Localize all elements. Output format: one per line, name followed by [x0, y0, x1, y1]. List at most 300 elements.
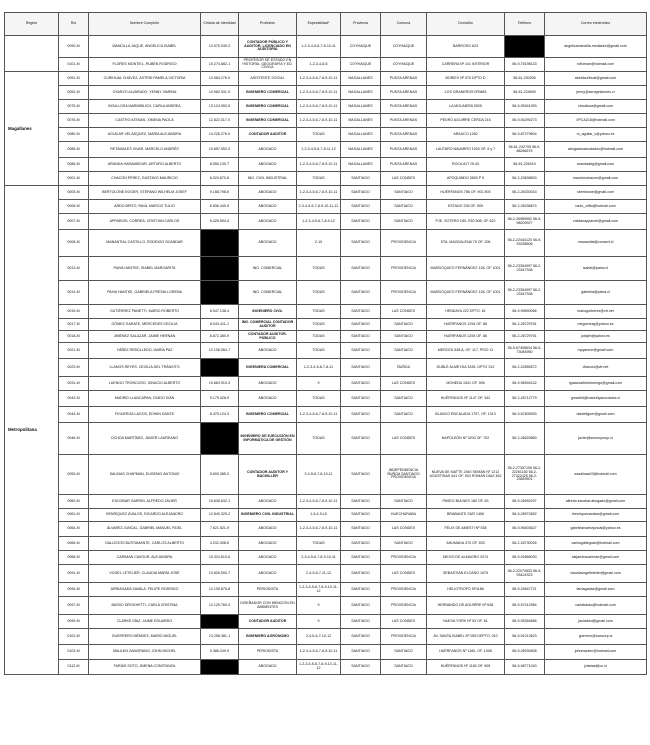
table-row — [5, 72, 647, 86]
cell-profesion: PERIODISTA — [239, 645, 297, 660]
cell-correo: gabrielalvarezjuncal@yahoo.es — [545, 522, 647, 537]
header-region: Región — [5, 13, 59, 36]
cell-rol: 0064-M — [59, 522, 89, 537]
cell-rol: 0052-M — [59, 86, 89, 100]
cell-correo: ignacioalbertoluengo@gmail.com — [545, 377, 647, 391]
cell-cedula: 5.609.385-0 — [201, 455, 239, 495]
cell-nombre: ESCOBAR GARRIN, ALFREDO JAVIER — [89, 495, 201, 509]
cell-domicilio: BLANCO ENCALADA 1797, OF. 1013 — [427, 407, 505, 423]
cell-profesion: INGENIERO COMERCIAL — [239, 100, 297, 114]
cell-domicilio: STA. MAGDALENA 75 OF. 206 — [427, 230, 505, 257]
cell-profesion: INGENIERO COMERCIAL — [239, 407, 297, 423]
cell-comuna: PROVIDENCIA — [381, 583, 427, 597]
cell-nombre: RETAMALES VIVAR, MARCELO ANDRÉS — [89, 142, 201, 158]
cell-correo: dantefiguer@gmail.com — [545, 407, 647, 423]
cell-profesion: ABOGADO — [239, 377, 297, 391]
cell-comuna: LAS CONDES — [381, 377, 427, 391]
cell-cedula: 12.125.760-4 — [201, 597, 239, 615]
cell-rol: 0085-M — [59, 142, 89, 158]
header-rol: Rol — [59, 13, 89, 36]
cell-telefono: 56-9-67605953 — [505, 407, 545, 423]
cell-especialidad: TODAS — [297, 537, 341, 551]
cell-profesion: CONTADOR AUDITOR-PÚBLICO — [239, 331, 297, 343]
cell-telefono: 56-2-23638600 — [505, 172, 545, 186]
cell-nombre: CURIHUAL CHÁVEZ, ASTRID PAMELA VICTORIA — [89, 72, 201, 86]
cell-comuna: PROVIDENCIA — [381, 629, 427, 645]
cell-correo: jcfarias@uc.cl — [545, 660, 647, 675]
cell-nombre: HENRÍQUEZ ÁVALOS, RICARDO ALEJANDRO — [89, 509, 201, 522]
cell-correo: gabriela@paiva.cl — [545, 281, 647, 305]
cell-telefono: 56-61-226319 — [505, 158, 545, 172]
cell-domicilio: AHUMADA 370 OF. 533 — [427, 537, 505, 551]
cell-nombre: MANANTIAL CASTILLO, RODRIGO SCANDAR — [89, 230, 201, 257]
cell-telefono: 56-2-26336674 — [505, 200, 545, 214]
cell-telefono: 56-2-23354997 56-2-23347338 — [505, 281, 545, 305]
cell-nombre: GUTIÉRREZ PANETTI, MARIO ROBERTO — [89, 305, 201, 319]
cell-provincia: MAGALLANES — [341, 158, 381, 172]
cell-correo: raulo_cliffo@hotmail.com — [545, 200, 647, 214]
cell-rol: 0102-M — [59, 629, 89, 645]
cell-telefono — [505, 36, 545, 58]
cell-especialidad: 1-2-3-4-5-6-7-8-11 — [297, 359, 341, 377]
cell-provincia: SANTIAGO — [341, 565, 381, 583]
cell-telefono: 56-61-224699 — [505, 86, 545, 100]
cell-comuna: PROVIDENCIA — [381, 597, 427, 615]
cell-comuna: HUECHURABA — [381, 509, 427, 522]
cell-comuna: PROVIDENCIA — [381, 230, 427, 257]
cell-provincia: SANTIAGO — [341, 319, 381, 331]
cell-telefono: 56-9-28974552 — [505, 509, 545, 522]
cell-correo: gmadrid@madridyasociados.cl — [545, 391, 647, 407]
cell-cedula: 9.179.028-9 — [201, 391, 239, 407]
cell-correo: cllanosr@vtr.net — [545, 359, 647, 377]
table-row — [5, 58, 647, 72]
cell-comuna: SANTIAGO — [381, 319, 427, 331]
cell-comuna: LAS CONDES — [381, 522, 427, 537]
cell-especialidad: 1-2-3-4-5-6-7-8-9-10-11 — [297, 522, 341, 537]
cell-correo: jaclarked@gmail.com — [545, 615, 647, 629]
cell-provincia: SANTIAGO — [341, 186, 381, 200]
cell-nombre: GUERRERO MÉNDEZ, MARIO MIGUEL — [89, 629, 201, 645]
cell-rol: 0060-M — [59, 495, 89, 509]
table-row — [5, 343, 647, 359]
cell-correo: easalinas03@hotmail.com — [545, 455, 647, 495]
header-nombre: Nombre Completo — [89, 13, 201, 36]
cell-domicilio: PJE. SOTERO DEL RÍO 508, OF 622 — [427, 214, 505, 230]
cell-telefono: 56-9-96594142 — [505, 377, 545, 391]
cell-comuna: SANTIAGO — [381, 407, 427, 423]
cell-nombre: PAIVA HANTKE, GABRIELA FRESIA LORENA — [89, 281, 201, 305]
cell-rol: 0101-M — [59, 58, 89, 72]
cell-domicilio: NUEVA YORK Nº 53 OF. 61 — [427, 615, 505, 629]
cell-domicilio: HUÉRFANOS 1294 OF. 86 — [427, 319, 505, 331]
cell-rol: 0065-M — [59, 537, 89, 551]
cell-especialidad: 1-2-3-4-5-6-7-8-9-10-11 — [297, 186, 341, 200]
cell-comuna: ÑUÑOA — [381, 359, 427, 377]
cell-provincia: MAGALLANES — [341, 100, 381, 114]
cell-rol: 0008-M — [59, 230, 89, 257]
cell-especialidad: 9 — [297, 597, 341, 615]
cell-domicilio: HENDAYA 222 DPTO. 61 — [427, 305, 505, 319]
mediators-registry-table — [4, 12, 647, 675]
cell-domicilio: LA MOLINERA 0525 — [427, 100, 505, 114]
cell-comuna: PUNTA ARENAS — [381, 158, 427, 172]
cell-telefono: 56-9-92866030 — [505, 551, 545, 565]
cell-correo: javier@seonoyroup.cl — [545, 423, 647, 455]
cell-especialidad: TODAS — [297, 257, 341, 281]
cell-correo: rhenriquezavalos@gmail.com — [545, 509, 647, 522]
table-row — [5, 407, 647, 423]
cell-nombre: ARRIAGADA ZAVALA, FELIPE RODRIGO — [89, 583, 201, 597]
cell-profesion: ABOGADO — [239, 214, 297, 230]
cell-domicilio: LAUTARO NAVARRO 1003 OF. 6 y 7 — [427, 142, 505, 158]
cell-provincia: MAGALLANES — [341, 142, 381, 158]
region-cell: Magallanes — [5, 72, 59, 186]
cell-provincia: MAGALLANES — [341, 128, 381, 142]
cell-provincia: SANTIAGO — [341, 230, 381, 257]
cell-correo: alejandracariman@gmail.com — [545, 551, 647, 565]
cell-comuna: COYHAIQUE — [381, 36, 427, 58]
cell-cedula: 4.232.408-K — [201, 537, 239, 551]
cell-provincia: SANTIAGO — [341, 629, 381, 645]
cell-provincia: SANTIAGO — [341, 615, 381, 629]
cell-nombre: FIGUEROA LAGOS, EDWIN DANTE — [89, 407, 201, 423]
table-row — [5, 186, 647, 200]
cell-cedula: 6.872.380-9 — [201, 331, 239, 343]
cell-profesion: ABOGADO — [239, 495, 297, 509]
cell-especialidad: 1-2-3-4-5-6-7-8-9-12 — [297, 214, 341, 230]
cell-correo: farriagadaz@gmail.com — [545, 583, 647, 597]
cell-domicilio: ROCA 817 Of.43 — [427, 158, 505, 172]
cell-nombre: BOULLOSA MARIMBLICH, CARLA ANDREA — [89, 100, 201, 114]
cell-correo: rmanantial@consert.cl — [545, 230, 647, 257]
cell-provincia: SANTIAGO — [341, 257, 381, 281]
header-row — [5, 13, 647, 36]
table-row — [5, 86, 647, 100]
cell-especialidad: 2-4-5-6-7-8-10-11 — [297, 455, 341, 495]
cell-domicilio: NAPOLEÓN Nº 3200 OF. 702 — [427, 423, 505, 455]
table-row — [5, 522, 647, 537]
cell-comuna: SANTIAGO — [381, 391, 427, 407]
cell-provincia: SANTIAGO — [341, 645, 381, 660]
cell-domicilio: HUÉRFANOS Nº 1147 OF. 342 — [427, 391, 505, 407]
cell-provincia: SANTIAGO — [341, 200, 381, 214]
cell-profesion: INGENIERO DE EJECUCIÓN EN INFORMÁTICA DE GESTIÓN — [239, 423, 297, 455]
cell-telefono: 56-61-230206 — [505, 72, 545, 86]
cell-nombre: FLORES MONTIEL, RUBÉN RODRIGO — [89, 58, 201, 72]
cell-correo: mauriciochacon@gmail.com — [545, 172, 647, 186]
cell-nombre: LUENGO TRONCOSO, IGNACIO ALBERTO — [89, 377, 201, 391]
cell-cedula: 12.105.875-8 — [201, 583, 239, 597]
cell-especialidad: TODAS — [297, 391, 341, 407]
table-row — [5, 142, 647, 158]
cell-domicilio: BRABANTE SUR 1456 — [427, 509, 505, 522]
cell-correo: carlosgallegosb@hotmail.com — [545, 537, 647, 551]
table-row — [5, 565, 647, 583]
cell-profesion: ING. COMERCIAL CONTADOR AUDITOR — [239, 319, 297, 331]
cell-rol: 0007-M — [59, 214, 89, 230]
cell-provincia: SANTIAGO — [341, 660, 381, 675]
cell-provincia: SANTIAGO — [341, 407, 381, 423]
cell-profesion: ABOGADO — [239, 391, 297, 407]
cell-especialidad: TODAS — [297, 423, 341, 455]
cell-provincia: SANTIAGO — [341, 522, 381, 537]
cell-rol: 0023-M — [59, 359, 89, 377]
cell-domicilio: NUEVA DE MATTE 2440 SEMÁN Nº 1212 AGUSTINAS 641 OF. 503 ROMÁN DÍAZ 462 — [427, 455, 505, 495]
cell-especialidad: 1-2-3-4-5-6-7-8-9-10-11-12 — [297, 583, 341, 597]
cell-correo: isabel@paiva.cl — [545, 257, 647, 281]
cell-rol: 0043-M — [59, 391, 89, 407]
cell-provincia: SANTIAGO — [341, 597, 381, 615]
cell-cedula: 8.547.138-4 — [201, 305, 239, 319]
cell-especialidad: TODAS — [297, 343, 341, 359]
cell-especialidad: 1-2-3-4-5-6-7-8-9-10-11 — [297, 158, 341, 172]
cell-provincia: SANTIAGO — [341, 495, 381, 509]
cell-especialidad: 1-2-3-4-5-6-7-8-9-10-11 — [297, 86, 341, 100]
cell-domicilio: HUÉRFANOS Nº 1160 OF. 505 — [427, 660, 505, 675]
cell-rol: 0053-M — [59, 455, 89, 495]
cell-telefono: 56-9-51013623 — [505, 629, 545, 645]
table-row — [5, 281, 647, 305]
cell-cedula: 15.838.632-1 — [201, 495, 239, 509]
cell-nombre: OCHOA MARTÍNEZ, JAVIER LAUREANO — [89, 423, 201, 455]
table-row — [5, 537, 647, 551]
cell-cedula — [201, 281, 239, 305]
cell-profesion: INGENIERO COMERCIAL — [239, 86, 297, 100]
table-row — [5, 377, 647, 391]
cell-cedula: 10.274.682-1 — [201, 58, 239, 72]
cell-rol: 0015-M — [59, 305, 89, 319]
cell-nombre: GALLEGOS BUSTAMANTE, CARLOS ALBERTO — [89, 537, 201, 551]
cell-nombre: OYARZO ALVARADO, YENNY XIMENA — [89, 86, 201, 100]
cell-profesion: CONTADOR AUDITOR — [239, 128, 297, 142]
cell-provincia: SANTIAGO — [341, 377, 381, 391]
cell-rol: 0031-M — [59, 377, 89, 391]
cell-especialidad: 1-2-3-4-5-6-7-8-11-12 — [297, 142, 341, 158]
table-row — [5, 100, 647, 114]
cell-telefono: 56-61-242705 56-9-88266575 — [505, 142, 545, 158]
cell-correo: megomezg@yahoo.es — [545, 319, 647, 331]
cell-profesion: ABOGADO — [239, 660, 297, 675]
table-row — [5, 509, 647, 522]
cell-especialidad: 1-2-3-4-5-6 — [297, 58, 341, 72]
cell-telefono: 56-9-97412984 — [505, 597, 545, 615]
region-cell — [5, 36, 59, 72]
cell-comuna: SANTIAGO — [381, 331, 427, 343]
cell-provincia: SANTIAGO — [341, 423, 381, 455]
cell-cedula: 7.621.521-9 — [201, 522, 239, 537]
cell-domicilio: ARAUCO 1262 — [427, 128, 505, 142]
cell-domicilio: HUÉRFANOS 786 OF. 902-903 — [427, 186, 505, 200]
cell-correo: alfredo.escobar.abogado@gmail.com — [545, 495, 647, 509]
cell-nombre: JIMÉNEZ SALAZAR, JAIME HERNÁN — [89, 331, 201, 343]
cell-nombre: CLARKE DÍAZ, JAIME EDUARDO — [89, 615, 201, 629]
cell-telefono: 56-9-95341993 — [505, 100, 545, 114]
cell-provincia: SANTIAGO — [341, 455, 381, 495]
cell-rol: 0112-M — [59, 660, 89, 675]
cell-comuna: PROVIDENCIA — [381, 551, 427, 565]
cell-comuna: SANTIAGO — [381, 343, 427, 359]
cell-nombre: ÁLVAREZ JUNCAL, GABRIEL MANUEL FIDEL — [89, 522, 201, 537]
cell-telefono: 56-9-94290273 — [505, 114, 545, 128]
cell-domicilio: HUÉRFANOS Nº 1160, OF. 1008 — [427, 645, 505, 660]
cell-cedula: 10.657.952-0 — [201, 142, 239, 158]
cell-rol: 0006-M — [59, 200, 89, 214]
cell-rol: 0091-M — [59, 565, 89, 583]
cell-domicilio: AV. SANTA ISABEL Nº 055 DEPTO. 910 — [427, 629, 505, 645]
cell-provincia: SANTIAGO — [341, 172, 381, 186]
cell-especialidad: 2-10 — [297, 230, 341, 257]
cell-nombre: MAULEN ZAMORANO, JOHN MICHEL — [89, 645, 201, 660]
table-row — [5, 455, 647, 495]
cell-cedula — [201, 359, 239, 377]
cell-cedula: 10.982.531-9 — [201, 86, 239, 100]
cell-provincia: SANTIAGO — [341, 281, 381, 305]
cell-profesion: ABOGADO — [239, 343, 297, 359]
cell-cedula: 12.822.317-0 — [201, 114, 239, 128]
cell-cedula: 6.836.440-5 — [201, 200, 239, 214]
cell-comuna: SANTIAGO — [381, 200, 427, 214]
cell-comuna: SANTIAGO — [381, 645, 427, 660]
cell-profesion: INGENIERO CIVIL — [239, 305, 297, 319]
cell-domicilio: PASEO BULNES 180 OF. 83 — [427, 495, 505, 509]
table-row — [5, 230, 647, 257]
cell-especialidad: 9 — [297, 615, 341, 629]
header-especialidad: Especialidad* — [297, 13, 341, 36]
cell-profesion: INGENIERO AGRÓNOMO — [239, 629, 297, 645]
cell-domicilio: MARDOQUEO FERNÁNDEZ 128, OF 1001 — [427, 281, 505, 305]
table-row — [5, 615, 647, 629]
cell-telefono: 56-9-99890066 — [505, 305, 545, 319]
cell-profesion: ING. COMERCIAL — [239, 257, 297, 281]
cell-telefono: 56-2-26330043 — [505, 186, 545, 200]
cell-cedula: 9.386.249-9 — [201, 645, 239, 660]
cell-telefono: 56-2-22444120 56-9-93258506 — [505, 230, 545, 257]
cell-especialidad: 1-2-3-4-5-6-7-8-9-10-11-12 — [297, 660, 341, 675]
cell-provincia: COYHAIQUE — [341, 36, 381, 58]
cell-especialidad: 9 — [297, 377, 341, 391]
cell-cedula: 8.555.130-7 — [201, 158, 239, 172]
cell-comuna: PUNTA ARENAS — [381, 128, 427, 142]
cell-rol: 0061-M — [59, 509, 89, 522]
cell-rol: 0014-M — [59, 281, 89, 305]
table-body — [5, 36, 647, 675]
table-row — [5, 629, 647, 645]
cell-telefono: 56-9-95354666 — [505, 615, 545, 629]
cell-nombre: MANCILLA JAQUE, ANGÉLICA ISABEL — [89, 36, 201, 58]
cell-telefono: 56-9-96403627 — [505, 522, 545, 537]
cell-provincia: COYHAIQUE — [341, 58, 381, 72]
cell-telefono: 56-2-26729761 — [505, 319, 545, 331]
cell-especialidad: 2-4-5-6-7-11-12 — [297, 565, 341, 583]
cell-correo: mariogutierrez@vtr.net — [545, 305, 647, 319]
cell-cedula — [201, 230, 239, 257]
cell-especialidad: TODAS — [297, 319, 341, 331]
cell-domicilio: CARRERA Nº 141 INTERIOR — [427, 58, 505, 72]
region-cell: Metropolitana — [5, 186, 59, 675]
cell-comuna: PUNTA ARENAS — [381, 142, 427, 158]
cell-especialidad: TODAS — [297, 305, 341, 319]
cell-correo: jenny@servgestiones.cl — [545, 86, 647, 100]
cell-nombre: BERTOLONE EGGER, STEFANO WILHELM JOSEF — [89, 186, 201, 200]
cell-nombre: GÓMEZ GARATE, MERCEDES CECILIA — [89, 319, 201, 331]
cell-cedula: 13.826.590-7 — [201, 565, 239, 583]
cell-especialidad: 1-2-3-4-5-6-7-8-9-10-11 — [297, 495, 341, 509]
table-row — [5, 331, 647, 343]
cell-telefono: 56-2-27357106 56-2-22261160 56-2-27322425 56-2-23849501 — [505, 455, 545, 495]
cell-comuna: LAS CONDES — [381, 615, 427, 629]
cell-profesion: INGENIERO CIVIL INDUSTRIAL — [239, 509, 297, 522]
cell-telefono: 56-2-26520680 — [505, 423, 545, 455]
cell-comuna: SANTIAGO — [381, 214, 427, 230]
cell-rol: 0005-M — [59, 186, 89, 200]
cell-cedula: 15.324.610-6 — [201, 551, 239, 565]
table-row — [5, 158, 647, 172]
cell-domicilio: MONEDA 1541 OF. 906 — [427, 377, 505, 391]
cell-profesion: ABOGADO — [239, 551, 297, 565]
cell-cedula: 6.024.870-6 — [201, 172, 239, 186]
cell-correo: johnmaulen@hotmail.com — [545, 645, 647, 660]
cell-profesion: PERIODISTA — [239, 583, 297, 597]
cell-nombre: CASTRO ATENAS, XIMENA PAOLA — [89, 114, 201, 128]
cell-profesion: ABOGADO — [239, 158, 297, 172]
cell-especialidad: 1-2-3-4-5-6-7-8-9-10-11 — [297, 407, 341, 423]
cell-cedula — [201, 660, 239, 675]
cell-comuna: INDEPENDENCIA ÑUÑOA SANTIAGO PROVIDENCIA — [381, 455, 427, 495]
cell-comuna: SANTIAGO — [381, 495, 427, 509]
cell-correo: astridcurihual@gmail.com — [545, 72, 647, 86]
cell-provincia: SANTIAGO — [341, 331, 381, 343]
cell-rol: 0097-M — [59, 597, 89, 615]
cell-domicilio: MERCED 838 A, OF. 117, PISO 11 — [427, 343, 505, 359]
header-domicilio: Domicilio — [427, 13, 505, 36]
cell-rol: 0018-M — [59, 331, 89, 343]
cell-domicilio: APOQUINDO 3600 P 5 — [427, 172, 505, 186]
cell-nombre: SALINAS CHAPMAN, EUGENIO ANTONIO — [89, 455, 201, 495]
cell-cedula: 8.475.124-3 — [201, 407, 239, 423]
cell-domicilio: DUBLÉ ALMEYDA 3335, DPTO 312 — [427, 359, 505, 377]
cell-comuna: PROVIDENCIA — [381, 257, 427, 281]
cell-correo: angelicamancilla.mediador@gmail.com — [545, 36, 647, 58]
cell-cedula — [201, 615, 239, 629]
cell-correo: arandaabg@gmail.com — [545, 158, 647, 172]
cell-comuna: PUNTA ARENAS — [381, 86, 427, 100]
cell-nombre: ARANDA HARAMBOUR, ARTURO ALBERTO — [89, 158, 201, 172]
cell-telefono: 56-9-26992297 — [505, 495, 545, 509]
cell-rol: 0044-M — [59, 407, 89, 423]
cell-domicilio: HELIOTROPO Nº4186 — [427, 583, 505, 597]
cell-provincia: SANTIAGO — [341, 214, 381, 230]
cell-cedula: 9.158.798-K — [201, 186, 239, 200]
cell-telefono: 56-2-22070833 56-9-93424323 — [505, 565, 545, 583]
cell-telefono: 56-2-26712779 — [505, 391, 545, 407]
cell-telefono: 56-9-75198133 — [505, 58, 545, 72]
cell-nombre: CHACÓN PÉREZ, GUSTAVO MAURICIO — [89, 172, 201, 186]
cell-profesion: PROFESOR DE ESTADO EN HISTORIA, GEOGRAFÍA Y ED. CÍVICA — [239, 58, 297, 72]
cell-correo: carlabasso@hotmail.com — [545, 597, 647, 615]
cell-profesion: ABOGADO — [239, 565, 297, 583]
cell-profesion: DISEÑADOR CON MENCIÓN EN AMBIENTES — [239, 597, 297, 615]
cell-nombre: AGUILAR VELÁSQUEZ, MARÍA ALEJANDRA — [89, 128, 201, 142]
cell-correo: sbertolone@gmail.com — [545, 186, 647, 200]
table-row — [5, 551, 647, 565]
cell-rol: 0001-M — [59, 172, 89, 186]
cell-telefono: 56-2-26729761 — [505, 331, 545, 343]
cell-provincia: SANTIAGO — [341, 509, 381, 522]
cell-cedula — [201, 257, 239, 281]
table-row — [5, 495, 647, 509]
cell-rol: 0090-M — [59, 36, 89, 58]
